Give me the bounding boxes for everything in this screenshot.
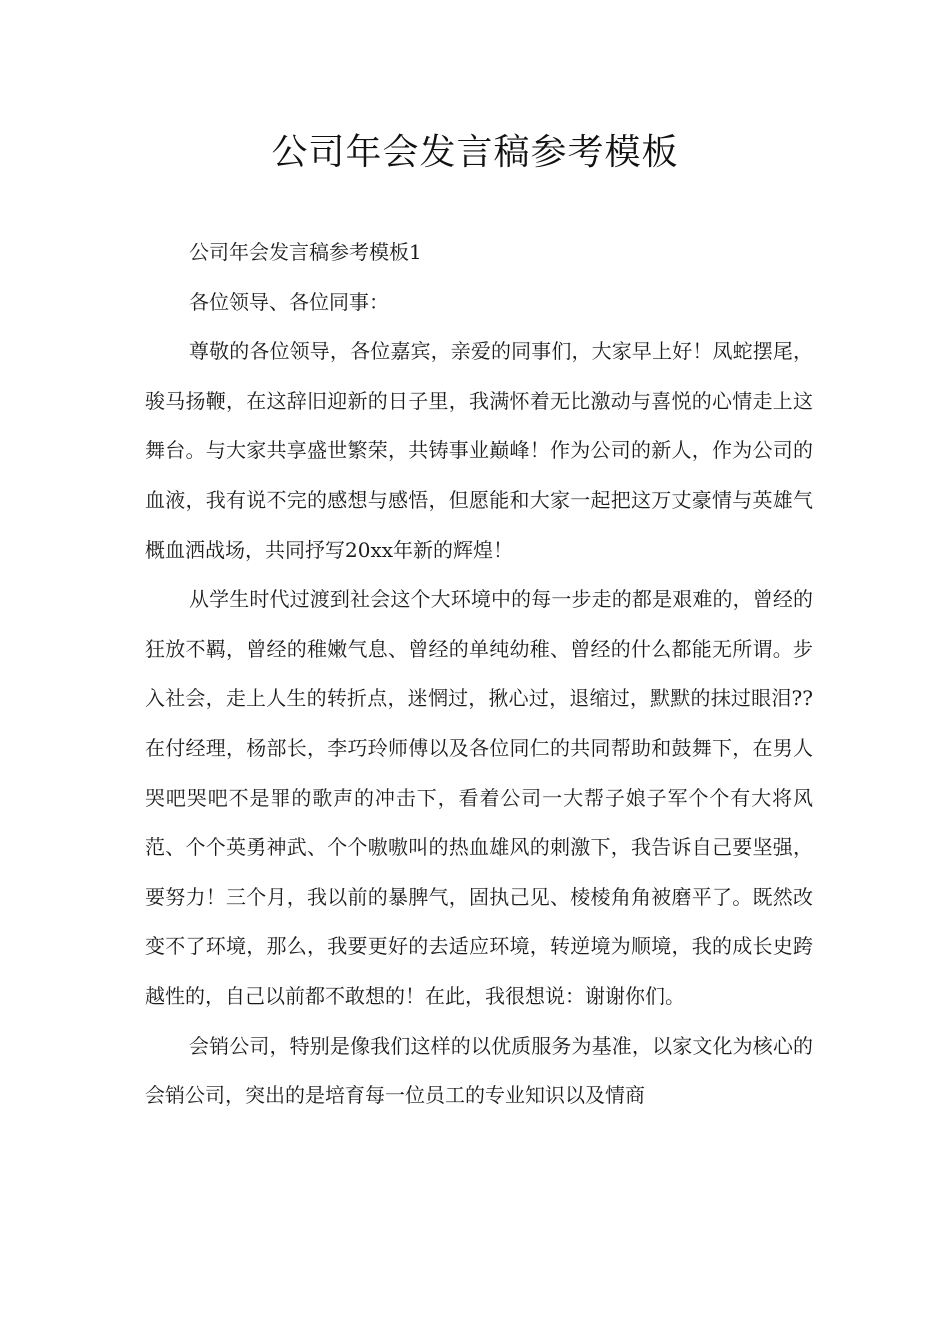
paragraph-subtitle: 公司年会发言稿参考模板1 xyxy=(189,240,422,264)
paragraph-salutation: 各位领导、各位同事： xyxy=(189,289,389,314)
document-body xyxy=(145,228,813,1121)
paragraph: 从学生时代过渡到社会这个大环境中的每一步走的都是艰难的，曾经的狂放不羁，曾经的稚嫩气息、曾经的单纯幼稚、曾经的什么都能无所谓。步入社会，走上人生的转折点，迷惘过，揪心过，退缩过，默默的抹过眼泪??在付经理，杨部长，李巧玲师傅以及各位同仁的共同帮助和鼓舞下，在男人哭吧哭吧不是罪的歌声的冲击下，看着公司一大帮子娘子军个个有大将风范、个个英勇神武、个个嗷嗷叫的热血雄风的刺激下，我告诉自己要坚强，要努力！三个月，我以前的暴脾气，固执己见、棱棱角角被磨平了。既然改变不了环境，那么，我要更好的去适应环境，转逆境为顺境，我的成长史跨越性的，自己以前都不敢想的！在此，我很想说：谢谢你们。 xyxy=(145,587,813,1008)
paragraph: 会销公司，特别是像我们这样的以优质服务为基准，以家文化为核心的会销公司，突出的是培育每一位员工的专业知识以及情商 xyxy=(145,1033,813,1108)
document-title: 公司年会发言稿参考模板 xyxy=(271,132,679,173)
paragraph: 尊敬的各位领导，各位嘉宾，亲爱的同事们，大家早上好！凤蛇摆尾，骏马扬鞭，在这辞旧迎新的日子里，我满怀着无比激动与喜悦的心情走上这舞台。与大家共享盛世繁荣，共铸事业巅峰！作为公司的新人，作为公司的血液，我有说不完的感想与感悟，但愿能和大家一起把这万丈豪情与英雄气概血洒战场，共同抒写20xx年新的辉煌！ xyxy=(145,339,813,562)
